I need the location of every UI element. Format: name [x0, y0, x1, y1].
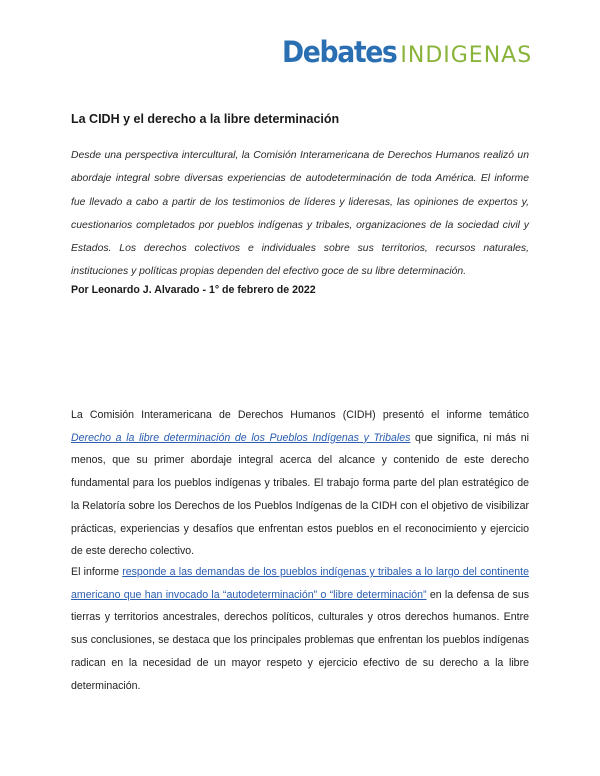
- site-logo[interactable]: [282, 35, 533, 69]
- demands-link[interactable]: responde a las demandas de los pueblos indígenas y tribales a lo largo del continente americano que han invocado la “autodeterminación” o “libre determinación”: [71, 566, 529, 601]
- article-byline: Por Leonardo J. Alvarado - 1° de febrero de 2022: [71, 284, 316, 296]
- body-paragraph-2: [71, 561, 529, 697]
- report-title-link[interactable]: Derecho a la libre determinación de los Pueblos Indígenas y Tribales: [71, 431, 411, 444]
- article-title: La CIDH y el derecho a la libre determinación: [71, 112, 340, 126]
- paragraph-1-text-start: La Comisión Interamericana de Derechos Humanos (CIDH) presentó el informe temático: [71, 409, 529, 421]
- article-abstract: Desde una perspectiva intercultural, la Comisión Interamericana de Derechos Humanos realizó un abordaje integral sobre diversas experiencias de autodeterminación de toda América. El informe fue llevado a cabo a partir de los testimonios de líderes y lideresas, las opiniones de expertos y, cuestionarios completados por pueblos indígenas y tribales, organizaciones de la sociedad civil y Estados. Los derechos colectivos e individuales sobre sus territorios, recursos naturales, instituciones y políticas propias dependen del efectivo goce de su libre determinación.: [71, 150, 529, 278]
- body-paragraph-1: [71, 404, 529, 563]
- logo-indigenas-text: INDIGENAS: [400, 43, 533, 68]
- paragraph-2-text-end: en la defensa de sus tierras y territorios ancestrales, derechos políticos, culturales y otros derechos humanos. Entre sus conclusiones, se destaca que los principales problemas que enfrentan los pueblos indígenas radican en la necesidad de un mayor respeto y ejercicio efectivo de su derecho a la libre determinación.: [71, 588, 530, 692]
- logo-debates-text: Debates: [282, 35, 397, 69]
- paragraph-1-text-end: que significa, ni más ni menos, que su primer abordaje integral acerca del alcance y contenido de este derecho fundamental para los pueblos indígenas y tribales. El trabajo forma parte del plan estratégico de la Relatoría sobre los Derechos de los Pueblos Indígenas de la CIDH con el objetivo de visibilizar prácticas, experiencias y desafíos que enfrentan estos pueblos en el reconocimiento y ejercicio de este derecho colectivo.: [71, 431, 529, 558]
- paragraph-2-text-start: El informe: [71, 566, 123, 578]
